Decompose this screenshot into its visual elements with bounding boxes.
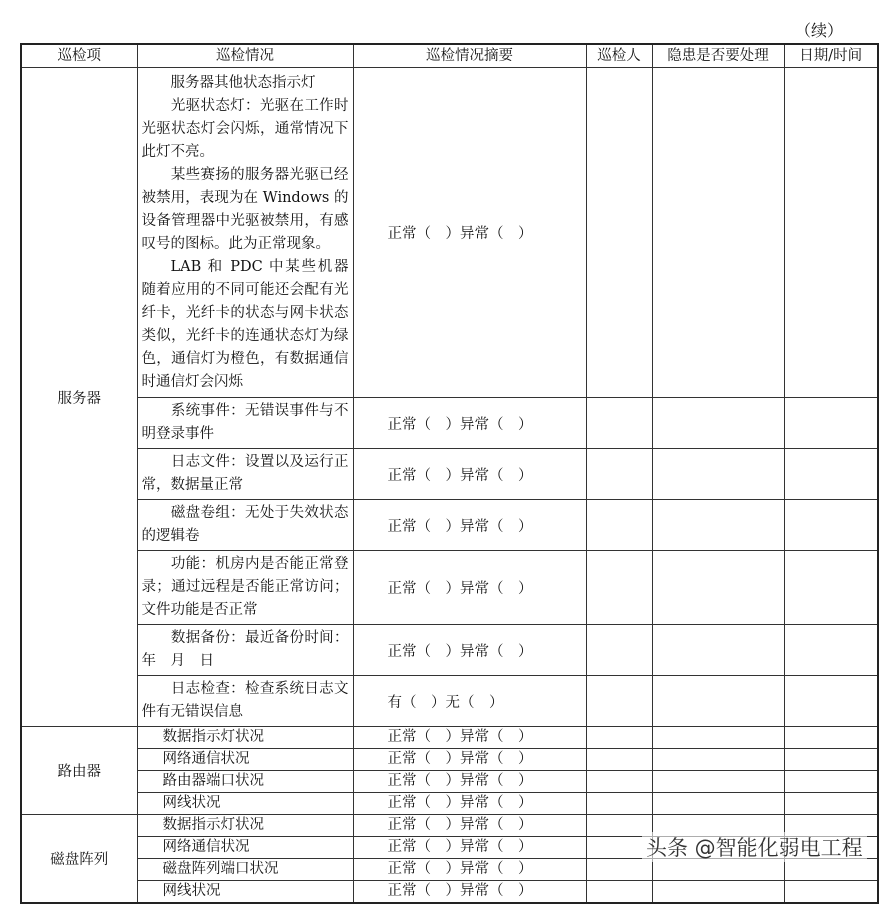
table-row	[21, 749, 878, 771]
router-inspector-cell	[586, 727, 652, 749]
server-hazard-cell	[652, 449, 784, 500]
header-hazard: 隐患是否要处理	[652, 44, 784, 68]
router-hazard-cell	[652, 727, 784, 749]
summary-cell: 正常（ ）异常（ ）	[353, 771, 586, 793]
description-text: 某些赛扬的服务器光驱已经被禁用，表现为在 Windows 的设备管理器中光驱被禁用，有感叹号的图标。此为正常现象。	[141, 166, 349, 252]
router-datetime-cell	[784, 727, 878, 749]
item-cell: 磁盘阵列端口状况	[137, 859, 353, 881]
server-datetime-cell	[784, 625, 878, 676]
server-inspector-cell	[586, 449, 652, 500]
continued-label: （续）	[794, 21, 843, 40]
description-text: 光驱状态灯：光驱在工作时光驱状态灯会闪烁，通常情况下此灯不亮。	[141, 97, 349, 160]
server-datetime-cell	[784, 551, 878, 625]
table-row	[21, 625, 878, 676]
watermark: 头条 @智能化弱电工程	[642, 832, 867, 862]
inspection-table	[20, 43, 879, 904]
status-description	[137, 500, 353, 551]
summary-cell: 正常（ ）异常（ ）	[353, 815, 586, 837]
router-inspector-cell	[586, 793, 652, 815]
item-cell: 网线状况	[137, 793, 353, 815]
table-row	[21, 881, 878, 904]
header-row	[21, 44, 878, 68]
server-hazard-cell	[652, 500, 784, 551]
item-cell: 路由器端口状况	[137, 771, 353, 793]
header-status: 巡检情况	[137, 44, 353, 68]
summary-cell: 正常（ ）异常（ ）	[353, 749, 586, 771]
server-inspector-cell	[586, 500, 652, 551]
router-hazard-cell	[652, 793, 784, 815]
server-inspector-cell	[586, 625, 652, 676]
disk_array-hazard-cell	[652, 881, 784, 904]
disk_array-inspector-cell	[586, 881, 652, 904]
description-text: LAB 和 PDC 中某些机器随着应用的不同可能还会配有光纤卡，光纤卡的状态与网卡状态类似，光纤卡的连通状态灯为绿色，通信灯为橙色，有数据通信时通信灯会闪烁	[141, 258, 349, 390]
summary-cell: 正常（ ）异常（ ）	[353, 727, 586, 749]
server-hazard-cell	[652, 676, 784, 727]
server-inspector-cell	[586, 398, 652, 449]
item-cell: 网络通信状况	[137, 837, 353, 859]
summary-cell: 正常（ ）异常（ ）	[353, 398, 586, 449]
summary-cell: 正常（ ）异常（ ）	[353, 881, 586, 904]
header-inspector: 巡检人	[586, 44, 652, 68]
summary-cell: 正常（ ）异常（ ）	[353, 68, 586, 398]
summary-cell: 正常（ ）异常（ ）	[353, 551, 586, 625]
header-item: 巡检项	[21, 44, 137, 68]
table-row	[21, 793, 878, 815]
summary-cell: 正常（ ）异常（ ）	[353, 837, 586, 859]
summary-cell: 正常（ ）异常（ ）	[353, 500, 586, 551]
table-row	[21, 68, 878, 398]
status-description	[137, 398, 353, 449]
table-row	[21, 551, 878, 625]
router-datetime-cell	[784, 771, 878, 793]
server-hazard-cell	[652, 398, 784, 449]
item-cell: 数据指示灯状况	[137, 815, 353, 837]
summary-cell: 正常（ ）异常（ ）	[353, 625, 586, 676]
table-row	[21, 398, 878, 449]
server-inspector-cell	[586, 68, 652, 398]
summary-cell: 正常（ ）异常（ ）	[353, 793, 586, 815]
description-text: 系统事件：无错误事件与不明登录事件	[141, 403, 349, 442]
summary-cell: 正常（ ）异常（ ）	[353, 449, 586, 500]
server-datetime-cell	[784, 500, 878, 551]
server-hazard-cell	[652, 551, 784, 625]
category-disk-array: 磁盘阵列	[21, 815, 137, 904]
server-datetime-cell	[784, 676, 878, 727]
header-summary: 巡检情况摘要	[353, 44, 586, 68]
server-inspector-cell	[586, 676, 652, 727]
server-datetime-cell	[784, 449, 878, 500]
disk_array-datetime-cell	[784, 881, 878, 904]
table-row	[21, 727, 878, 749]
server-hazard-cell	[652, 625, 784, 676]
server-datetime-cell	[784, 398, 878, 449]
table-row	[21, 676, 878, 727]
item-cell: 网线状况	[137, 881, 353, 904]
description-text: 日志检查：检查系统日志文件有无错误信息	[141, 681, 349, 720]
router-hazard-cell	[652, 771, 784, 793]
item-cell: 数据指示灯状况	[137, 727, 353, 749]
status-description	[137, 625, 353, 676]
description-text: 磁盘卷组：无处于失效状态的逻辑卷	[141, 505, 349, 544]
category-server: 服务器	[21, 68, 137, 727]
status-description	[137, 449, 353, 500]
router-inspector-cell	[586, 749, 652, 771]
table-row	[21, 449, 878, 500]
header-datetime: 日期/时间	[784, 44, 878, 68]
summary-cell: 正常（ ）异常（ ）	[353, 859, 586, 881]
item-cell: 网络通信状况	[137, 749, 353, 771]
category-router: 路由器	[21, 727, 137, 815]
table-row	[21, 771, 878, 793]
router-datetime-cell	[784, 793, 878, 815]
status-description	[137, 551, 353, 625]
summary-cell: 有（ ）无（ ）	[353, 676, 586, 727]
description-text: 日志文件：设置以及运行正常，数据量正常	[141, 454, 349, 493]
router-inspector-cell	[586, 771, 652, 793]
description-text: 数据备份：最近备份时间：年 月 日	[141, 630, 349, 669]
server-datetime-cell	[784, 68, 878, 398]
status-description	[137, 676, 353, 727]
status-description	[137, 68, 353, 398]
router-hazard-cell	[652, 749, 784, 771]
description-text: 功能：机房内是否能正常登录；通过远程是否能正常访问；文件功能是否正常	[141, 556, 349, 618]
table-row	[21, 500, 878, 551]
description-text: 服务器其他状态指示灯	[170, 74, 316, 91]
server-inspector-cell	[586, 551, 652, 625]
server-hazard-cell	[652, 68, 784, 398]
router-datetime-cell	[784, 749, 878, 771]
